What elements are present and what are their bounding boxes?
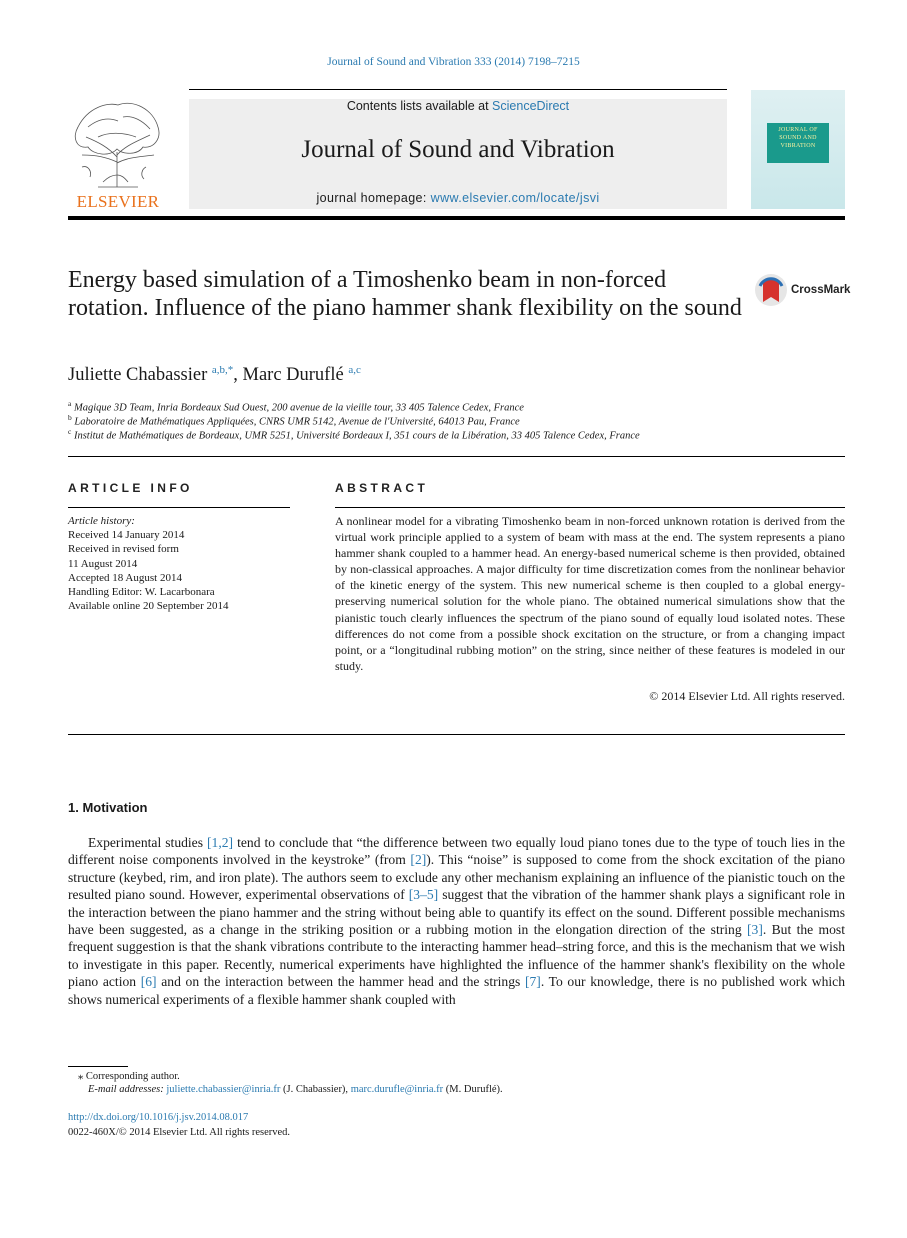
affiliation <box>68 413 520 428</box>
article-info-heading: ARTICLE INFO <box>68 481 193 495</box>
affiliation-marker: c <box>68 427 72 436</box>
journal-title: Journal of Sound and Vibration <box>301 136 615 163</box>
header-thick-rule <box>68 216 845 220</box>
reference-link[interactable]: [3] <box>747 922 763 938</box>
email-owner: (M. Duruflé). <box>443 1084 503 1095</box>
homepage-line <box>189 191 727 205</box>
author-affiliation-marker[interactable]: a,c <box>348 364 361 376</box>
issn-copyright: 0022-460X/© 2014 Elsevier Ltd. All rights reserved. <box>68 1127 291 1138</box>
body-text: Experimental studies <box>88 835 208 850</box>
section-heading: 1. Motivation <box>68 800 148 815</box>
affiliation <box>68 427 640 442</box>
abstract-heading: ABSTRACT <box>335 481 429 495</box>
abstract-rule <box>335 507 845 508</box>
article-info-rule <box>68 507 290 508</box>
contents-line <box>189 99 727 113</box>
body-text: ). This “noise” is supposed to come from the shock excitation of the piano structure (keybed, rim, and iron plate). The authors seem to exclude any other mechanism explaining an influence of the pianistic touch on the resulted piano sound. However, experimental observations of <box>68 852 845 903</box>
homepage-link[interactable]: www.elsevier.com/locate/jsvi <box>430 191 600 205</box>
reference-link[interactable]: [2] <box>410 852 427 868</box>
homepage-prefix: journal homepage: <box>316 191 431 205</box>
email-link[interactable]: juliette.chabassier@inria.fr <box>166 1084 281 1095</box>
article-history <box>68 514 293 613</box>
journal-cover-text: JOURNAL OF SOUND AND VIBRATION <box>778 127 818 149</box>
affiliation <box>68 399 524 414</box>
title-block-rule <box>68 456 845 457</box>
body-text: tend to conclude that “the difference between two equally loud piano tones due to the type of touch lies in the different noise components involved in the keystroke” (from <box>68 835 845 868</box>
author-name[interactable]: Marc Duruflé <box>242 365 344 386</box>
crossmark-label[interactable]: CrossMark <box>791 284 851 296</box>
corresponding-author-note: ⁎ Corresponding author. <box>78 1071 180 1082</box>
affiliation-text: Institut de Mathématiques de Bordeaux, UMR 5251, Université Bordeaux I, 351 cours de la Libération, 33 405 Talence Cedex, France <box>73 430 640 442</box>
publisher-wordmark: ELSEVIER <box>76 192 160 211</box>
history-item: Available online 20 September 2014 <box>68 600 229 613</box>
author-list <box>68 364 361 386</box>
sciencedirect-link[interactable]: ScienceDirect <box>492 99 570 113</box>
contents-prefix: Contents lists available at <box>346 99 493 113</box>
reference-link[interactable]: [6] <box>140 974 157 990</box>
reference-link[interactable]: [1,2] <box>207 835 234 850</box>
history-item: Handling Editor: W. Lacarbonara <box>68 586 215 599</box>
abstract-text: A nonlinear model for a vibrating Timoshenko beam in non-forced unknown rotation is derived from the virtual work principle applied to a system of beam with mass at the end. The system represents a piano hammer shank coupled to a hammer head. An energy-based numerical scheme is then provided, obtained by non-classical approaches. A major difficulty for time discretization comes from the nonlinear behavior of the kinetic energy of the system. This new numerical scheme is then coupled to a global energy-preserving numerical solution for the whole piano. The obtained numerical simulations show that the pianistic touch clearly influences the spectrum of the piano sound of equally loud isolated notes. These differences do not come from a possible shock excitation on the structure, or from a changing impact point, or a “longitudinal rubbing motion” on the string, since neither of these features is modeled in our study. <box>335 514 845 673</box>
journal-citation[interactable]: Journal of Sound and Vibration 333 (2014) 7198–7215 <box>327 56 580 68</box>
email-link[interactable]: marc.durufle@inria.fr <box>350 1084 444 1095</box>
history-item: Accepted 18 August 2014 <box>68 571 182 584</box>
footnote-rule <box>68 1066 128 1067</box>
author-name[interactable]: Juliette Chabassier <box>68 365 208 386</box>
abstract-bottom-rule <box>68 734 845 735</box>
body-text: . To our knowledge, there is no published work which shows numerical experiments of a flexible hammer shank coupled with <box>68 974 845 1007</box>
history-item: 11 August 2014 <box>68 557 138 570</box>
article-title: Energy based simulation of a Timoshenko beam in non-forced rotation. Influence of the piano hammer shank flexibility on the sound <box>68 267 742 321</box>
reference-link[interactable]: [7] <box>524 974 541 990</box>
reference-link[interactable]: [3–5] <box>408 887 439 903</box>
affiliation-text: Magique 3D Team, Inria Bordeaux Sud Ouest, 200 avenue de la vieille tour, 33 405 Talence Cedex, France <box>73 402 524 414</box>
email-addresses <box>88 1084 503 1095</box>
section-body <box>68 834 845 1008</box>
email-label: E-mail addresses: <box>88 1084 167 1095</box>
history-item: Received in revised form <box>68 543 179 556</box>
doi-link[interactable]: http://dx.doi.org/10.1016/j.jsv.2014.08.017 <box>68 1112 249 1123</box>
history-label: Article history: <box>68 515 135 527</box>
affiliation-marker: b <box>68 413 72 422</box>
author-separator: , <box>233 365 243 386</box>
email-owner: (J. Chabassier), <box>280 1084 351 1095</box>
body-text: . But the most frequent suggestion is that the shank vibrations contribute to the interacting hammer head–string force, and this is the mechanism that we wish to investigate in this paper. Recently, numerical experiments have highlighted the influence of the hammer shank's flexibility on the whole piano action <box>68 922 845 990</box>
author-affiliation-marker[interactable]: a,b,* <box>211 364 234 376</box>
body-text: suggest that the vibration of the hammer shank plays a significant role in the interaction between the piano hammer and the string without being able to quantify its effect on the sound. Different possible mechanisms have been suggested, as a change in the striking position or a rubbing motion in the elongation direction of the string <box>68 887 845 938</box>
body-text: and on the interaction between the hammer head and the strings <box>156 974 525 990</box>
affiliation-text: Laboratoire de Mathématiques Appliquées, CNRS UMR 5142, Avenue de l'Université, 64013 Pau, France <box>74 416 520 428</box>
header-top-rule <box>189 89 727 90</box>
history-item: Received 14 January 2014 <box>68 529 185 542</box>
abstract-copyright: © 2014 Elsevier Ltd. All rights reserved. <box>649 689 845 703</box>
affiliation-marker: a <box>68 399 72 408</box>
